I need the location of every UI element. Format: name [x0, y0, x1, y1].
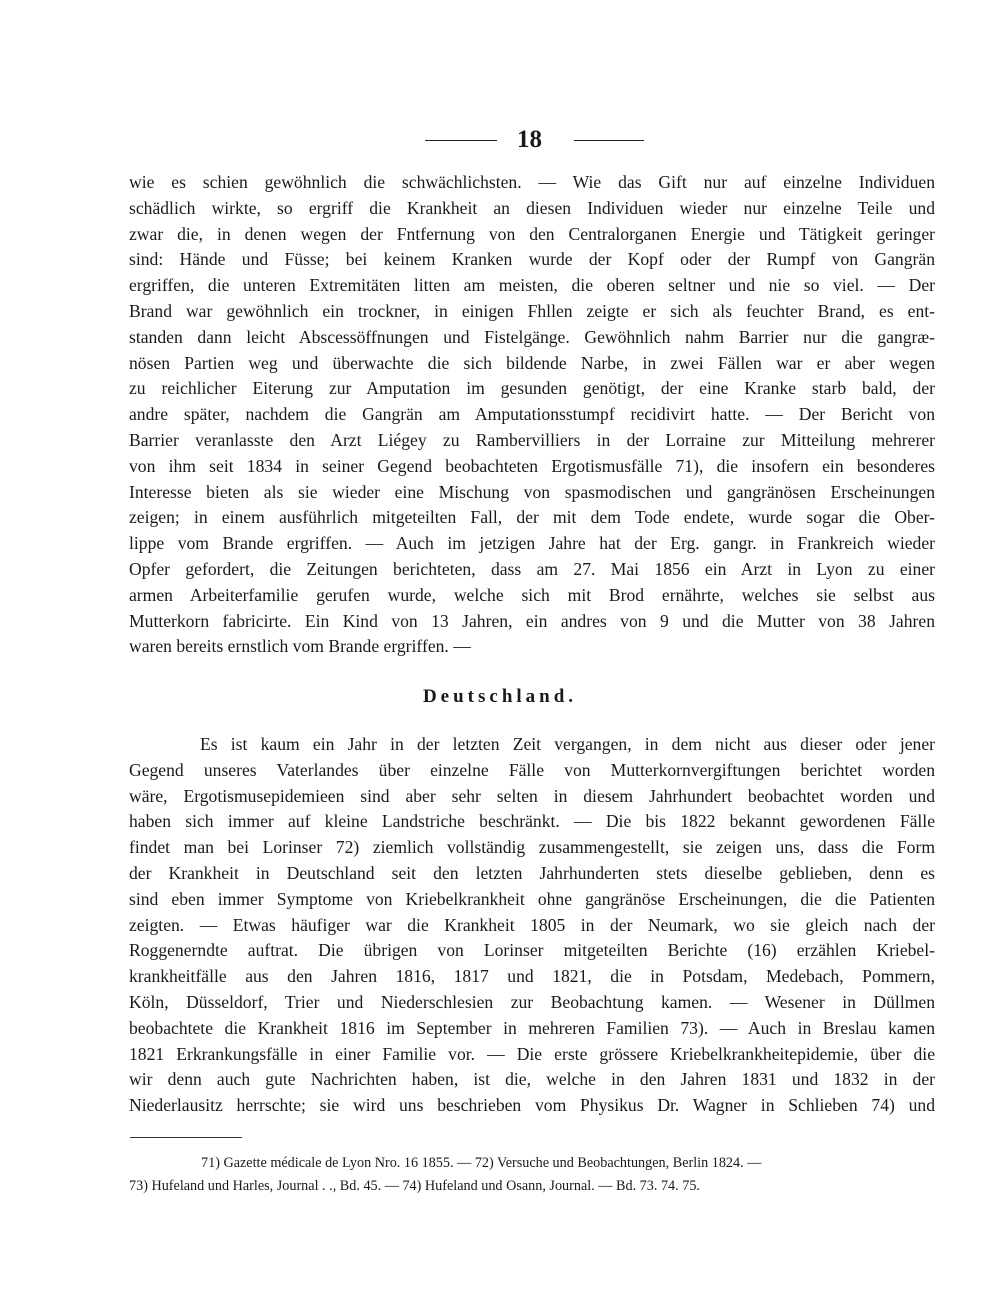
- text-line: andre später, nachdem die Gangrän am Amputationsstumpf recidivirt hatte. — Der Bericht von: [129, 404, 935, 425]
- text-line: waren bereits ernstlich vom Brande ergriffen. —: [129, 636, 471, 657]
- text-line: Brand war gewöhnlich ein trockner, in einigen Fhllen zeigte er sich als feuchter Brand, es ent-: [129, 300, 935, 321]
- text-line: zu reichlicher Eiterung zur Amputation im gesunden genötigt, der eine Kranke starb bald, der: [129, 378, 935, 399]
- text-line: lippe vom Brande ergriffen. — Auch im jetzigen Jahre hat der Erg. gangr. in Frankreich wieder: [129, 533, 935, 554]
- body-paragraph-germany: [129, 732, 935, 1119]
- text-line: wir denn auch gute Nachrichten haben, ist die, welche in den Jahren 1831 und 1832 in der: [129, 1069, 935, 1090]
- text-line: Interesse bieten als sie wieder eine Mischung von spasmodischen und gangränösen Erscheinungen: [129, 481, 935, 502]
- text-line: Gegend unseres Vaterlandes über einzelne Fälle von Mutterkornvergiftungen berichtet worden: [129, 759, 935, 780]
- text-line: der Krankheit in Deutschland seit den letzten Jahrhunderten stets dieselbe geblieben, denn es: [129, 862, 935, 883]
- page-header: [0, 126, 1000, 156]
- text-line: wie es schien gewöhnlich die schwächlichsten. — Wie das Gift nur auf einzelne Individuen: [129, 172, 935, 192]
- text-line: Roggenerndte auftrat. Die übrigen von Lorinser mitgeteilten Berichte (16) erzählen Kriebel-: [129, 940, 935, 961]
- text-line: wäre, Ergotismusepidemieen sind aber sehr selten in diesem Jahrhundert beobachtet worden und: [129, 785, 935, 806]
- text-line: Es ist kaum ein Jahr in der letzten Zeit vergangen, in dem nicht aus dieser oder jener: [200, 734, 935, 754]
- text-line: findet man bei Lorinser 72) ziemlich vollständig zusammengestellt, sie zeigen uns, dass die Form: [129, 837, 935, 858]
- text-line: Barrier veranlasste den Arzt Liégey zu Rambervilliers in der Lorraine zur Mitteilung mehrerer: [129, 429, 935, 450]
- text-line: ergriffen, die unteren Extremitäten litten am meisten, die oberen seltner und nie so viel. — Der: [129, 275, 935, 296]
- body-paragraph-france: [129, 170, 935, 660]
- header-rule-left: [425, 140, 497, 141]
- text-line: zwar die, in denen wegen der Fntfernung von den Centralorganen Energie und Tätigkeit geringer: [129, 223, 935, 244]
- text-line: standen dann leicht Abscessöffnungen und Fistelgänge. Gewöhnlich nahm Barrier nur die gangræ-: [129, 326, 935, 347]
- text-line: zeigten. — Etwas häufiger war die Krankheit 1805 in der Neumark, wo sie gleich nach der: [129, 914, 935, 935]
- footnote-line: 71) Gazette médicale de Lyon Nro. 16 1855. — 72) Versuche und Beobachtungen, Berlin 1824. —: [201, 1155, 762, 1171]
- text-line: nösen Partien weg und überwachte die sich bildende Narbe, in zwei Fällen war er aber wegen: [129, 352, 935, 373]
- text-line: Niederlausitz herrschte; sie wird uns beschrieben vom Physikus Dr. Wagner in Schlieben 74) und: [129, 1095, 935, 1116]
- text-line: Opfer gefordert, die Zeitungen berichteten, dass am 27. Mai 1856 ein Arzt in Lyon zu einer: [129, 558, 935, 579]
- text-line: haben sich immer auf kleine Landstriche beschränkt. — Die bis 1822 bekannt gewordenen Fälle: [129, 811, 935, 832]
- footnote-separator: [130, 1137, 242, 1138]
- text-line: schädlich wirkte, so ergriff die Krankheit an diesen Individuen wieder nur einzelne Teile und: [129, 197, 935, 218]
- text-line: sind: Hände und Füsse; bei keinem Kranken wurde der Kopf oder der Rumpf von Gangrän: [129, 249, 935, 270]
- footnotes: [129, 1152, 935, 1198]
- text-line: zeigen; in einem ausführlich mitgeteilten Fall, der mit dem Tode endete, wurde sogar die Ober-: [129, 507, 935, 528]
- text-line: 1821 Erkrankungsfälle in einer Familie vor. — Die erste grössere Kriebelkrankheitepidemie, über die: [129, 1043, 935, 1064]
- text-line: beobachtete die Krankheit 1816 im September in mehreren Familien 73). — Auch in Breslau kamen: [129, 1017, 935, 1038]
- page-number: 18: [517, 126, 542, 153]
- text-line: Köln, Düsseldorf, Trier und Niederschlesien zur Beobachtung kamen. — Wesener in Düllmen: [129, 991, 935, 1012]
- text-line: armen Arbeiterfamilie gerufen wurde, welche sich mit Brod ernährte, welches sie selbst aus: [129, 584, 935, 605]
- text-line: sind eben immer Symptome von Kriebelkrankheit ohne gangränöse Erscheinungen, die die Patienten: [129, 888, 935, 909]
- text-line: von ihm seit 1834 in seiner Gegend beobachteten Ergotismusfälle 71), die insofern ein besonderes: [129, 455, 935, 476]
- header-rule-right: [574, 140, 644, 141]
- text-line: krankheitfälle aus den Jahren 1816, 1817 und 1821, die in Potsdam, Medebach, Pommern,: [129, 966, 935, 987]
- footnote-line: 73) Hufeland und Harles, Journal . ., Bd. 45. — 74) Hufeland und Osann, Journal. — Bd. 73. 74. 75.: [129, 1178, 700, 1194]
- text-line: Mutterkorn fabricirte. Ein Kind von 13 Jahren, ein andres von 9 und die Mutter von 38 Jahren: [129, 610, 935, 631]
- section-heading: Deutschland.: [422, 686, 578, 707]
